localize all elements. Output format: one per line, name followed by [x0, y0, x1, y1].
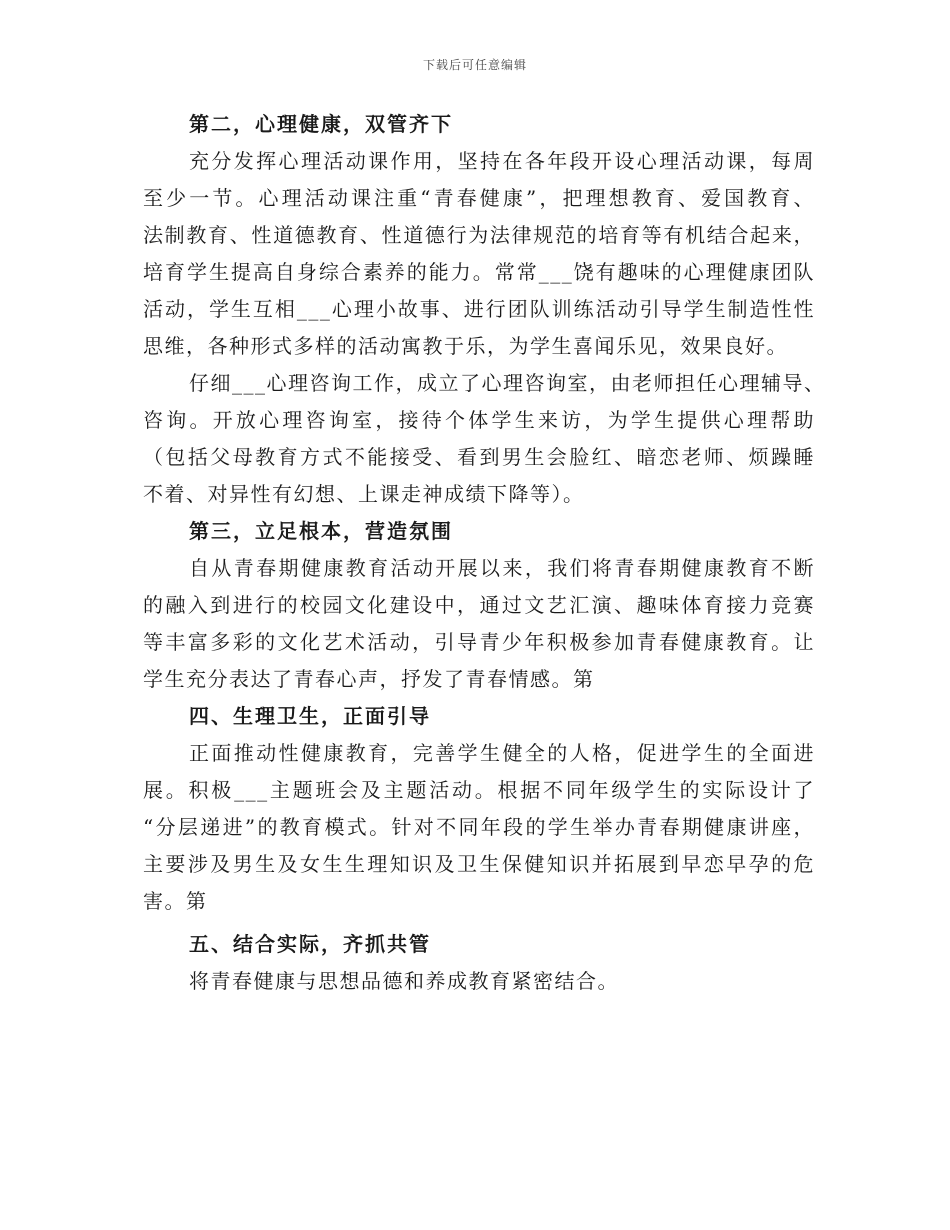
paragraph-line: （包括父母教育方式不能接受、看到男生会脸红、暗恋老师、烦躁睡: [143, 445, 815, 469]
paragraph-line: 害。第: [143, 889, 208, 913]
paragraph-line: 咨询。开放心理咨询室，接待个体学生来访，为学生提供心理帮助: [143, 408, 815, 432]
paragraph-line: 将青春健康与思想品德和养成教育紧密结合。: [189, 969, 619, 993]
paragraph-line: 至少一节。心理活动课注重“青春健康”，把理想教育、爱国教育、: [143, 186, 815, 210]
paragraph-line: 法制教育、性道德教育、性道德行为法律规范的培育等有机结合起来，: [143, 223, 815, 247]
paragraph-line: 仔细___心理咨询工作，成立了心理咨询室，由老师担任心理辅导、: [189, 371, 826, 395]
paragraph-line: 正面推动性健康教育，完善学生健全的人格，促进学生的全面进: [189, 741, 815, 765]
paragraph-line: 的融入到进行的校园文化建设中，通过文艺汇演、趣味体育接力竞赛: [143, 593, 815, 617]
paragraph-line: 展。积极___主题班会及主题活动。根据不同年级学生的实际设计了: [143, 778, 815, 802]
document-body: [143, 106, 826, 1000]
header-note: 下载后可任意编辑: [422, 58, 527, 72]
paragraph-line: 学生充分表达了青春心声，抒发了青春情感。第: [143, 667, 595, 691]
paragraph-line: “分层递进”的教育模式。针对不同年段的学生举办青春期健康讲座，: [143, 815, 815, 839]
paragraph-line: 活动，学生互相___心理小故事、进行团队训练活动引导学生制造性性: [143, 297, 815, 321]
paragraph-line: 思维，各种形式多样的活动寓教于乐，为学生喜闻乐见，效果良好。: [143, 334, 788, 358]
paragraph-line: 等丰富多彩的文化艺术活动，引导青少年积极参加青春健康教育。让: [143, 630, 815, 654]
section-heading-3: 第三，立足根本，营造氛围: [189, 519, 453, 543]
section-heading-2: 第二，心理健康，双管齐下: [189, 112, 453, 136]
section-heading-4: 四、生理卫生，正面引导: [189, 704, 431, 728]
paragraph-line: 培育学生提高自身综合素养的能力。常常___饶有趣味的心理健康团队: [143, 260, 815, 284]
section-heading-5: 五、结合实际，齐抓共管: [189, 932, 431, 956]
paragraph-line: 充分发挥心理活动课作用，坚持在各年段开设心理活动课，每周: [189, 149, 815, 173]
paragraph-line: 自从青春期健康教育活动开展以来，我们将青春期健康教育不断: [189, 556, 815, 580]
paragraph-line: 主要涉及男生及女生生理知识及卫生保健知识并拓展到早恋早孕的危: [143, 852, 815, 876]
paragraph-line: 不着、对异性有幻想、上课走神成绩下降等）。: [143, 482, 585, 506]
